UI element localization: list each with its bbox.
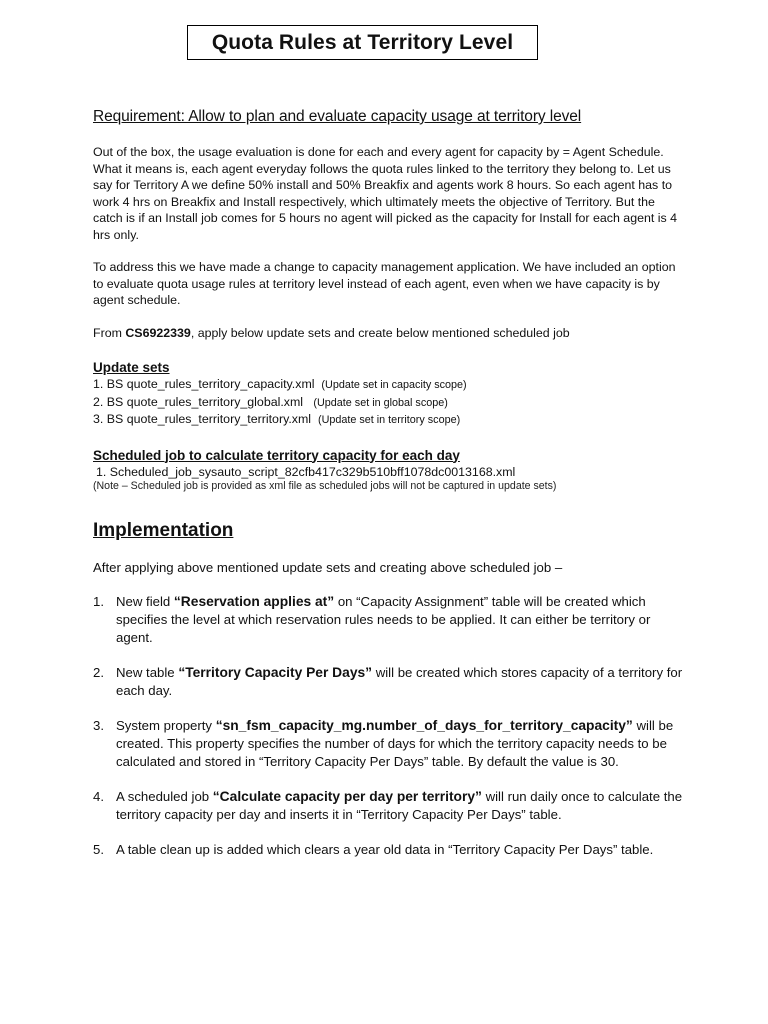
list-item-number: 2.: [93, 664, 104, 680]
intro-paragraph: Out of the box, the usage evaluation is done for each and every agent for capacity by = Agent Schedule. What it means is, each agent everyday follows the quota rules linked to the territory they belong to. Let us say for Territory A we define 50% install and 50% Breakfix and agents work 8 hours. So each agent has to work 4 hrs on Breakfix and Install respectively, which ultimately meets the objective of Territory. But the catch is if an Install job comes for 5 hours no agent will picked as the capacity for Install for each agent is 4 hrs only.: [93, 145, 678, 242]
update-set-file: 3. BS quote_rules_territory_territory.xml: [93, 412, 312, 426]
list-item: [93, 841, 683, 859]
update-set-item: [93, 376, 683, 394]
document-title: Quota Rules at Territory Level: [211, 30, 514, 54]
list-item-text: will be created. This property specifies the number of days for which the territory capacity needs to be calculated and stored in “Territory Capacity Per Days” table. By default the value is 30.: [116, 717, 674, 769]
scheduled-job-section: [93, 447, 683, 493]
document-title-box: [187, 25, 538, 60]
list-item-number: 5.: [93, 841, 104, 857]
update-set-scope: (Update set in capacity scope): [321, 379, 467, 391]
list-item-number: 1.: [93, 593, 104, 609]
list-item-text: New table: [116, 664, 179, 680]
list-item: [93, 593, 683, 647]
scheduled-job-heading: Scheduled job to calculate territory capacity for each day: [93, 447, 460, 463]
scheduled-job-file: 1. Scheduled_job_sysauto_script_82cfb417c329b510bff1078dc0013168.xml: [96, 464, 516, 479]
update-set-item: [93, 394, 683, 412]
case-number: CS6922339: [125, 325, 191, 340]
implementation-intro: After applying above mentioned update sets and creating above scheduled job –: [93, 560, 563, 575]
update-set-scope: (Update set in territory scope): [317, 414, 461, 426]
list-item: [93, 788, 683, 824]
list-item-text: on “Capacity Assignment” table will be created which specifies the level at which reservation rules needs to be applied. It can either be territory or agent.: [116, 593, 651, 645]
update-set-scope: (Update set in global scope): [313, 396, 448, 409]
list-item-number: 4.: [93, 788, 104, 804]
list-item-text: will be created which stores capacity of a territory for each day.: [116, 664, 683, 698]
from-line: [93, 325, 683, 342]
from-prefix: From: [93, 325, 126, 340]
list-item-text: System property: [116, 717, 216, 733]
update-sets-heading: Update sets: [93, 360, 170, 375]
list-item-number: 3.: [93, 717, 104, 733]
requirement-heading: Requirement: Allow to plan and evaluate capacity usage at territory level: [93, 108, 582, 125]
list-item-emphasis: “Reservation applies at”: [173, 593, 335, 609]
list-item-text: New field: [116, 593, 174, 609]
from-suffix: , apply below update sets and create below mentioned scheduled job: [190, 325, 570, 340]
solution-paragraph: To address this we have made a change to capacity management application. We have included an option to evaluate quota usage rules at territory level instead of each agent, even when we have capacity is by agent schedule.: [93, 260, 676, 307]
list-item: [93, 717, 683, 771]
update-set-file: 1. BS quote_rules_territory_capacity.xml: [93, 377, 315, 391]
scheduled-job-note: (Note – Scheduled job is provided as xml file as scheduled jobs will not be captured in update sets): [93, 480, 557, 492]
implementation-heading: Implementation: [93, 520, 234, 541]
list-item-text: A table clean up is added which clears a year old data in “Territory Capacity Per Days” table.: [116, 841, 654, 857]
update-set-file: 2. BS quote_rules_territory_global.xml: [93, 394, 304, 409]
list-item-emphasis: “sn_fsm_capacity_mg.number_of_days_for_territory_capacity”: [215, 717, 633, 733]
list-item-text: will run daily once to calculate the territory capacity per day and inserts it in “Territory Capacity Per Days” table.: [116, 788, 683, 822]
list-item-emphasis: “Territory Capacity Per Days”: [178, 664, 373, 680]
implementation-list: [93, 593, 683, 859]
update-set-item: [93, 411, 683, 429]
update-sets-section: [93, 359, 683, 429]
list-item-emphasis: “Calculate capacity per day per territory”: [212, 788, 482, 804]
document-body: [93, 108, 683, 876]
list-item: [93, 664, 683, 700]
list-item-text: A scheduled job: [116, 788, 213, 804]
